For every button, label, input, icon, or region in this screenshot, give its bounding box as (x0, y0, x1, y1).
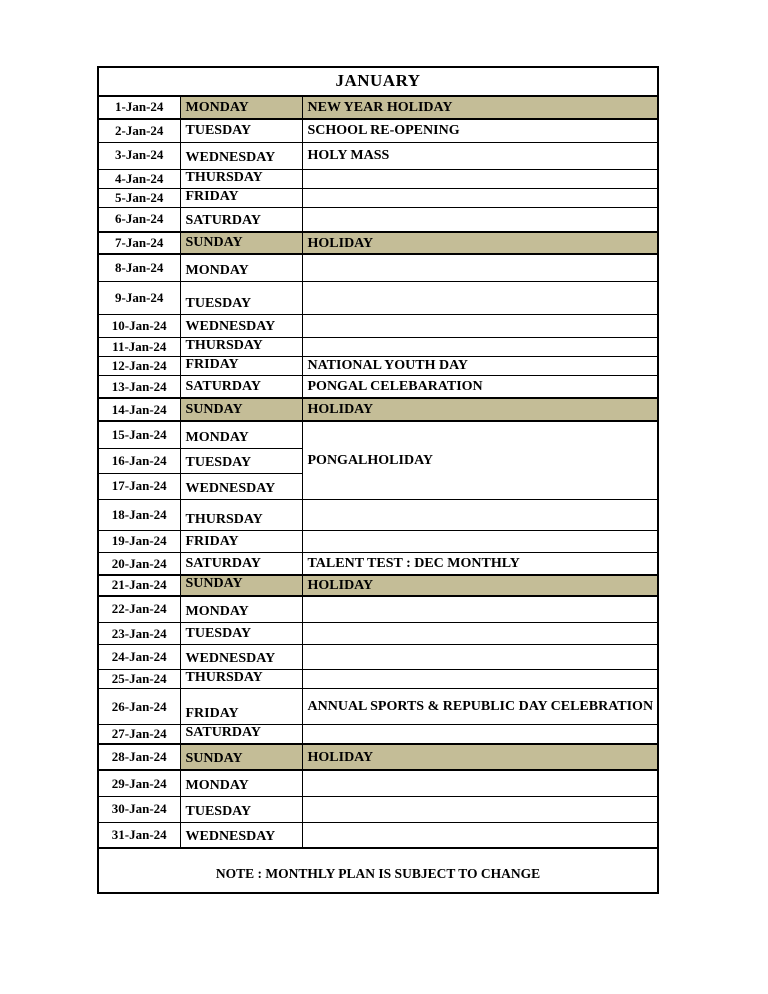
date-cell: 3-Jan-24 (98, 142, 180, 169)
date-cell: 26-Jan-24 (98, 689, 180, 725)
table-row (98, 119, 658, 142)
event-cell (302, 770, 658, 796)
event-cell (302, 796, 658, 822)
day-cell: THURSDAY (180, 169, 302, 188)
date-cell: 1-Jan-24 (98, 96, 180, 119)
event-cell (302, 645, 658, 670)
date-cell: 14-Jan-24 (98, 398, 180, 421)
table-row (98, 375, 658, 398)
note-text: NOTE : MONTHLY PLAN IS SUBJECT TO CHANGE (98, 848, 658, 893)
day-cell: SUNDAY (180, 398, 302, 421)
table-row (98, 188, 658, 207)
month-title: JANUARY (98, 67, 658, 96)
date-cell: 17-Jan-24 (98, 473, 180, 499)
day-cell: TUESDAY (180, 281, 302, 314)
january-calendar-table (97, 66, 659, 894)
event-cell (302, 596, 658, 623)
event-cell (302, 670, 658, 689)
note-row (98, 848, 658, 893)
day-cell: SATURDAY (180, 725, 302, 745)
table-row (98, 552, 658, 575)
day-cell: TUESDAY (180, 119, 302, 142)
date-cell: 18-Jan-24 (98, 499, 180, 530)
date-cell: 27-Jan-24 (98, 725, 180, 745)
event-cell (302, 169, 658, 188)
event-cell: ANNUAL SPORTS & REPUBLIC DAY CELEBRATION (302, 689, 658, 725)
table-row (98, 744, 658, 770)
table-row (98, 499, 658, 530)
table-row (98, 770, 658, 796)
event-cell: HOLIDAY (302, 232, 658, 254)
day-cell: MONDAY (180, 596, 302, 623)
event-cell: HOLIDAY (302, 744, 658, 770)
date-cell: 2-Jan-24 (98, 119, 180, 142)
day-cell: FRIDAY (180, 689, 302, 725)
date-cell: 4-Jan-24 (98, 169, 180, 188)
date-cell: 15-Jan-24 (98, 421, 180, 448)
date-cell: 11-Jan-24 (98, 337, 180, 356)
date-cell: 10-Jan-24 (98, 314, 180, 337)
table-row (98, 670, 658, 689)
event-cell (302, 725, 658, 745)
event-cell (302, 188, 658, 207)
event-cell (302, 207, 658, 232)
day-cell: WEDNESDAY (180, 314, 302, 337)
day-cell: SUNDAY (180, 232, 302, 254)
date-cell: 23-Jan-24 (98, 623, 180, 645)
day-cell: WEDNESDAY (180, 645, 302, 670)
date-cell: 6-Jan-24 (98, 207, 180, 232)
event-cell: HOLY MASS (302, 142, 658, 169)
date-cell: 28-Jan-24 (98, 744, 180, 770)
day-cell: WEDNESDAY (180, 822, 302, 848)
event-cell (302, 530, 658, 552)
event-cell (302, 623, 658, 645)
day-cell: SATURDAY (180, 207, 302, 232)
date-cell: 30-Jan-24 (98, 796, 180, 822)
date-cell: 29-Jan-24 (98, 770, 180, 796)
event-cell (302, 281, 658, 314)
date-cell: 16-Jan-24 (98, 448, 180, 473)
day-cell: SUNDAY (180, 744, 302, 770)
date-cell: 24-Jan-24 (98, 645, 180, 670)
table-row (98, 281, 658, 314)
date-cell: 7-Jan-24 (98, 232, 180, 254)
date-cell: 19-Jan-24 (98, 530, 180, 552)
event-cell: NATIONAL YOUTH DAY (302, 356, 658, 375)
table-row (98, 421, 658, 448)
event-cell (302, 314, 658, 337)
day-cell: TUESDAY (180, 796, 302, 822)
day-cell: SUNDAY (180, 575, 302, 595)
date-cell: 25-Jan-24 (98, 670, 180, 689)
date-cell: 13-Jan-24 (98, 375, 180, 398)
date-cell: 22-Jan-24 (98, 596, 180, 623)
date-cell: 12-Jan-24 (98, 356, 180, 375)
table-row (98, 398, 658, 421)
table-row (98, 314, 658, 337)
event-cell: HOLIDAY (302, 398, 658, 421)
day-cell: FRIDAY (180, 356, 302, 375)
date-cell: 21-Jan-24 (98, 575, 180, 595)
table-row (98, 575, 658, 595)
day-cell: THURSDAY (180, 337, 302, 356)
event-cell: PONGAL CELEBARATION (302, 375, 658, 398)
day-cell: FRIDAY (180, 188, 302, 207)
table-row (98, 232, 658, 254)
event-cell (302, 822, 658, 848)
table-row (98, 645, 658, 670)
day-cell: TUESDAY (180, 448, 302, 473)
event-cell: PONGALHOLIDAY (302, 421, 658, 499)
day-cell: THURSDAY (180, 499, 302, 530)
event-cell: NEW YEAR HOLIDAY (302, 96, 658, 119)
day-cell: SATURDAY (180, 552, 302, 575)
day-cell: MONDAY (180, 254, 302, 281)
table-row (98, 356, 658, 375)
table-row (98, 796, 658, 822)
day-cell: TUESDAY (180, 623, 302, 645)
table-row (98, 596, 658, 623)
day-cell: THURSDAY (180, 670, 302, 689)
day-cell: WEDNESDAY (180, 473, 302, 499)
table-row (98, 689, 658, 725)
month-header-row (98, 67, 658, 96)
table-row (98, 725, 658, 745)
table-row (98, 142, 658, 169)
event-cell: TALENT TEST : DEC MONTHLY (302, 552, 658, 575)
day-cell: MONDAY (180, 421, 302, 448)
day-cell: MONDAY (180, 96, 302, 119)
day-cell: SATURDAY (180, 375, 302, 398)
table-row (98, 169, 658, 188)
table-row (98, 254, 658, 281)
table-row (98, 822, 658, 848)
date-cell: 20-Jan-24 (98, 552, 180, 575)
date-cell: 5-Jan-24 (98, 188, 180, 207)
table-row (98, 623, 658, 645)
event-cell (302, 254, 658, 281)
date-cell: 31-Jan-24 (98, 822, 180, 848)
day-cell: WEDNESDAY (180, 142, 302, 169)
day-cell: MONDAY (180, 770, 302, 796)
day-cell: FRIDAY (180, 530, 302, 552)
table-row (98, 530, 658, 552)
date-cell: 8-Jan-24 (98, 254, 180, 281)
event-cell: HOLIDAY (302, 575, 658, 595)
table-row (98, 96, 658, 119)
table-row (98, 337, 658, 356)
table-row (98, 207, 658, 232)
event-cell (302, 499, 658, 530)
event-cell: SCHOOL RE-OPENING (302, 119, 658, 142)
date-cell: 9-Jan-24 (98, 281, 180, 314)
event-cell (302, 337, 658, 356)
